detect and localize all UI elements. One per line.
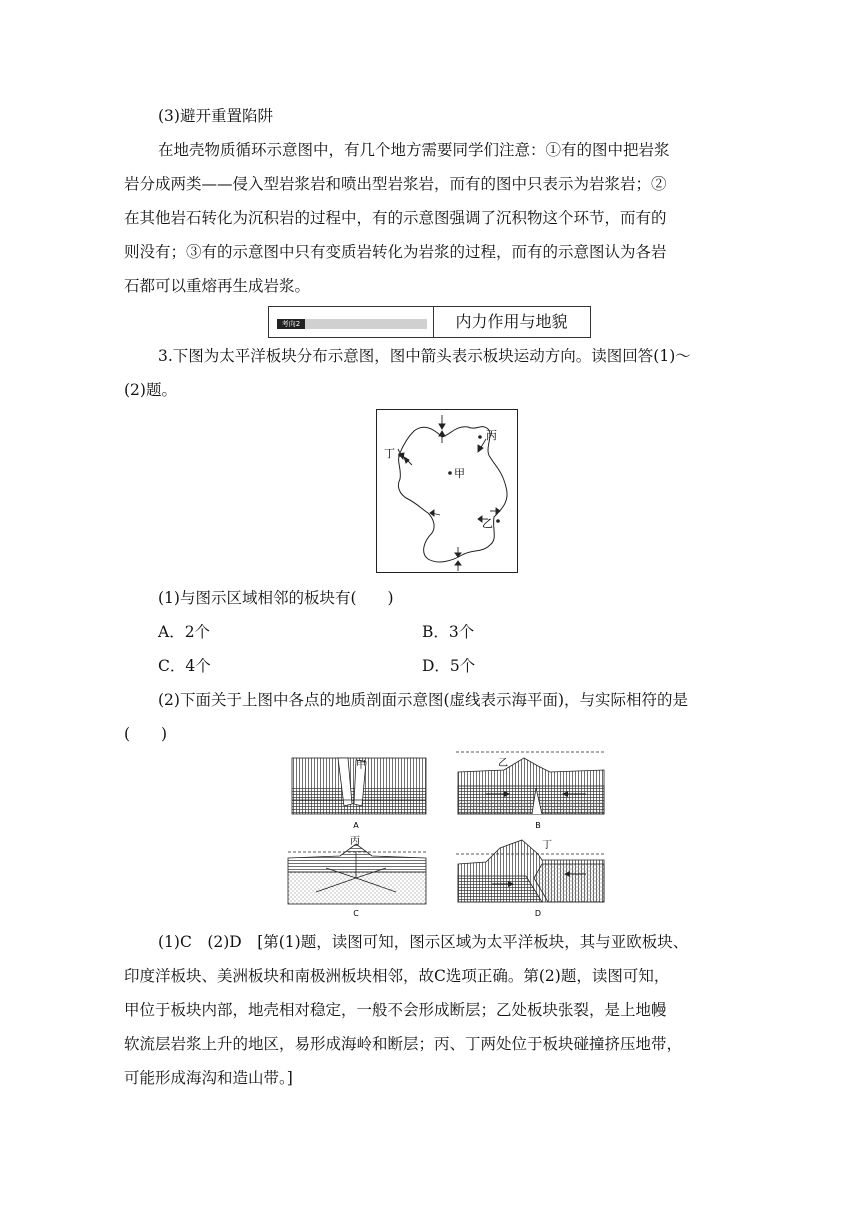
section-header [268,306,591,338]
question3-line-2: (2)题。 [124,381,177,399]
profile-d-label: D [534,909,542,918]
paragraph-line-3: 在其他岩石转化为沉积岩的过程中，有的示意图强调了沉积物这个环节，而有的 [124,209,667,227]
profile-a-label: A [353,821,359,830]
q1-option-c: C．4个 [158,657,211,675]
q1-option-d: D．5个 [422,657,476,675]
profile-b-point: 乙 [498,758,508,769]
profile-b [456,752,606,830]
profile-a [292,758,426,830]
q1-option-a: A．2个 [158,623,211,641]
paragraph-line-2: 岩分成两类——侵入型岩浆岩和喷出型岩浆岩，而有的图中只表示为岩浆岩；② [124,175,667,193]
label-bing: 丙 [486,429,497,442]
answer-line-4: 软流层岩浆上升的地区，易形成海岭和断层；丙、丁两处位于板块碰撞挤压地带， [124,1035,683,1053]
profile-c-point: 丙 [350,836,360,847]
section-title: 内力作用与地貌 [455,312,568,331]
section-tag-area [269,307,434,337]
label-ding: 丁 [384,447,395,460]
section-tag-bar [277,319,427,329]
q2-stem-line-1: (2)下面关于上图中各点的地质剖面示意图(虚线表示海平面)，与实际相符的是 [158,691,689,709]
profile-c-label: C [353,909,359,918]
profile-d [456,839,606,918]
profile-b-label: B [535,821,541,830]
question3-line-1: 3.下图为太平洋板块分布示意图，图中箭头表示板块运动方向。读图回答(1)～ [158,347,691,365]
paragraph-line-1: 在地壳物质循环示意图中，有几个地方需要同学们注意：①有的图中把岩浆 [158,141,670,159]
q1-option-b: B．3个 [422,623,475,641]
label-jia: 甲 [454,467,465,480]
label-yi: 乙 [482,517,493,530]
profile-a-point: 甲 [356,760,366,771]
profile-c [288,835,426,918]
paragraph-line-4: 则没有；③有的示意图中只有变质岩转化为岩浆的过程，而有的示意图认为各岩 [124,243,667,261]
answer-line-5: 可能形成海沟和造山带。] [124,1069,293,1087]
paragraph-line-5: 石都可以重熔再生成岩浆。 [124,277,311,295]
q2-stem-line-2: ( ) [124,725,168,743]
section-tag-label: 考向2 [277,319,305,329]
answer-line-2: 印度洋板块、美洲板块和南极洲板块相邻，故C选项正确。第(2)题，读图可知， [124,967,670,985]
subheading-avoid-trap: (3)避开重置陷阱 [158,107,273,125]
q1-stem: (1)与图示区域相邻的板块有( ) [158,589,394,607]
profile-d-point: 丁 [542,840,552,851]
geologic-profiles-figure [286,748,616,920]
answer-line-1: (1)C (2)D [第(1)题，读图可知，图示区域为太平洋板块，其与亚欧板块、 [158,933,689,951]
answer-line-3: 甲位于板块内部，地壳相对稳定，一般不会形成断层；乙处板块张裂，是上地幔 [124,1001,667,1019]
pacific-plate-map [376,409,518,573]
